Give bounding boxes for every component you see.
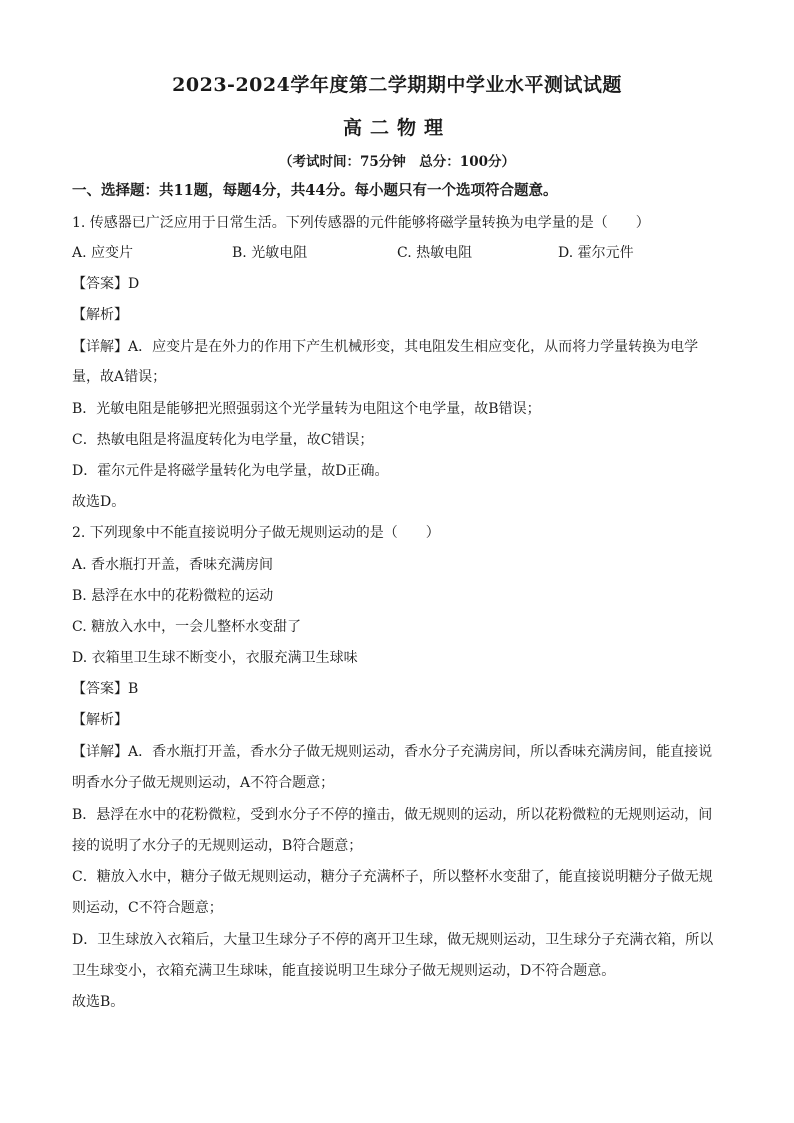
option-a: A. 香水瓶打开盖，香味充满房间 xyxy=(72,557,274,573)
option-b: B. 光敏电阻 xyxy=(232,245,308,261)
question-2-detail-line: D．卫生球放入衣箱后，大量卫生球分子不停的离开卫生球，做无规则运动，卫生球分子充满衣箱，所以 xyxy=(72,932,714,948)
question-2-conclusion: 故选B。 xyxy=(72,994,125,1010)
question-1-answer: 【答案】D xyxy=(72,276,140,292)
question-1-options xyxy=(72,243,732,263)
subject-title: 高二物理 xyxy=(342,117,451,139)
option-a: A. 应变片 xyxy=(72,245,134,261)
question-2-stem: 2. 下列现象中不能直接说明分子做无规则运动的是（ ） xyxy=(72,525,440,541)
document-title: 2023-2024学年度第二学期期中学业水平测试试题 xyxy=(172,74,622,96)
question-1-stem: 1. 传感器已广泛应用于日常生活。下列传感器的元件能够将磁学量转换为电学量的是（ ） xyxy=(72,215,650,231)
question-1-detail-line: B．光敏电阻是能够把光照强弱这个光学量转为电阻这个电学量，故B错误； xyxy=(72,401,541,417)
question-1-analysis-label: 【解析】 xyxy=(72,307,128,323)
exam-info: （考试时间：75分钟 总分：100分） xyxy=(279,154,515,170)
option-d: D. 衣箱里卫生球不断变小，衣服充满卫生球味 xyxy=(72,650,358,666)
option-c: C. 热敏电阻 xyxy=(397,245,473,261)
section-heading: 一、选择题：共11题，每题4分，共44分。每小题只有一个选项符合题意。 xyxy=(72,182,558,199)
question-2-detail-line: B．悬浮在水中的花粉微粒，受到水分子不停的撞击，做无规则的运动，所以花粉微粒的无规则运动，间 xyxy=(72,807,713,823)
option-c: C. 糖放入水中，一会儿整杯水变甜了 xyxy=(72,619,302,635)
question-1-conclusion: 故选D。 xyxy=(72,494,126,510)
question-2-detail-line: 卫生球变小，衣箱充满卫生球味，能直接说明卫生球分子做无规则运动，D不符合题意。 xyxy=(72,963,616,979)
question-1-detail-line: D．霍尔元件是将磁学量转化为电学量，故D正确。 xyxy=(72,463,389,479)
option-b: B. 悬浮在水中的花粉微粒的运动 xyxy=(72,588,274,604)
question-1-detail-line: 【详解】A．应变片是在外力的作用下产生机械形变，其电阻发生相应变化，从而将力学量转换为电学 xyxy=(72,339,699,355)
question-2-detail-line: 【详解】A．香水瓶打开盖，香水分子做无规则运动，香水分子充满房间，所以香味充满房间，能直接说 xyxy=(72,744,713,760)
question-2-analysis-label: 【解析】 xyxy=(72,712,128,728)
option-d: D. 霍尔元件 xyxy=(558,245,634,261)
question-1-detail-line: C．热敏电阻是将温度转化为电学量，故C错误； xyxy=(72,432,374,448)
question-1-detail-line: 量，故A错误； xyxy=(72,369,167,385)
question-2-detail-line: C．糖放入水中，糖分子做无规则运动，糖分子充满杯子，所以整杯水变甜了，能直接说明糖分子做无规 xyxy=(72,869,713,885)
question-2-answer: 【答案】B xyxy=(72,681,139,697)
question-2-detail-line: 则运动，C不符合题意； xyxy=(72,900,223,916)
question-2-detail-line: 明香水分子做无规则运动，A不符合题意； xyxy=(72,775,335,791)
question-2-detail-line: 接的说明了水分子的无规则运动，B符合题意； xyxy=(72,838,363,854)
